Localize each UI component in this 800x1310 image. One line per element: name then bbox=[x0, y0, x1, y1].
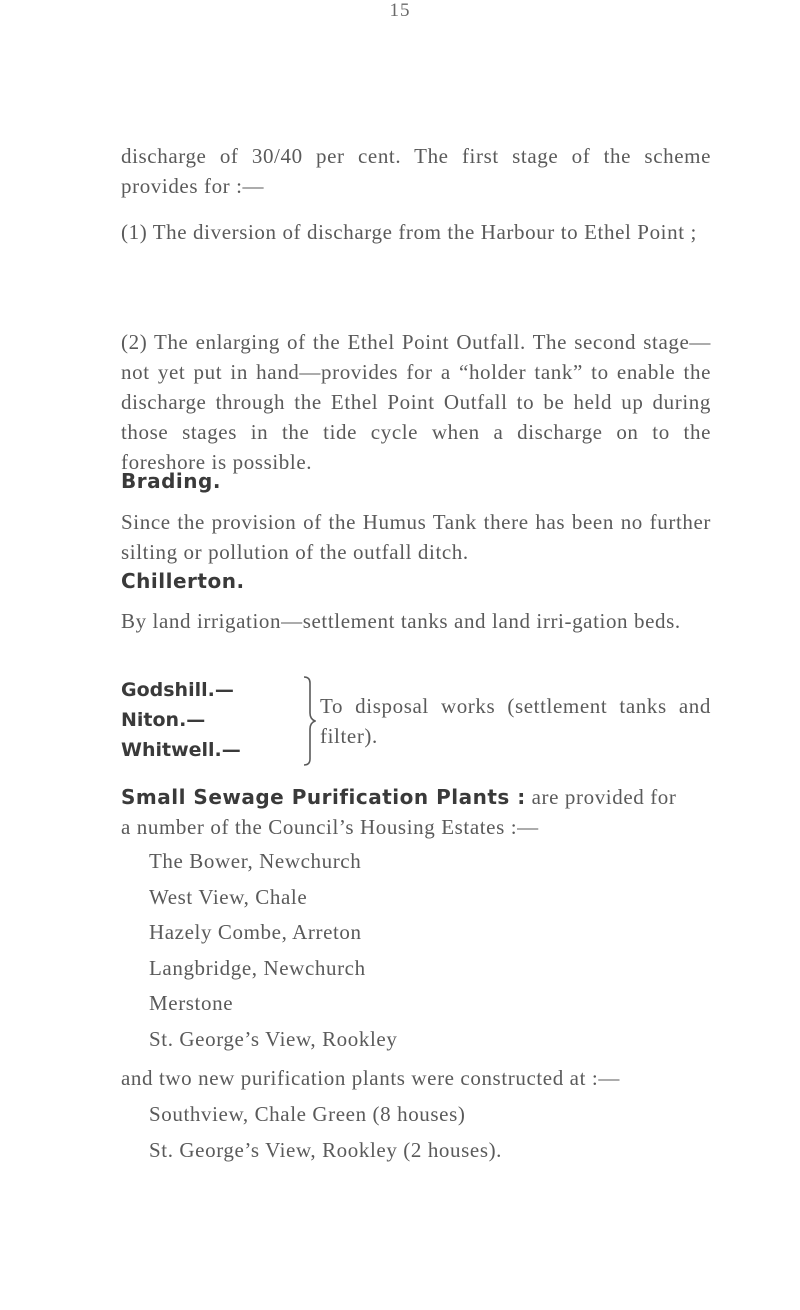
page-number: 15 bbox=[389, 0, 411, 21]
small-plants-text: are provided for bbox=[525, 785, 677, 809]
chillerton-paragraph: By land irrigation—settlement tanks and land irri-gation beds. bbox=[121, 609, 681, 633]
list-item: St. George’s View, Rookley (2 houses). bbox=[149, 1137, 503, 1162]
chillerton-heading: Chillerton. bbox=[121, 569, 245, 593]
list-item-1: (1) The diversion of discharge from the Harbour to Ethel Point ; bbox=[121, 220, 697, 244]
group-description: To disposal works (settlement tanks and filter). bbox=[320, 694, 711, 748]
list-item: Merstone bbox=[149, 991, 234, 1015]
list-item-2: (2) The enlarging of the Ethel Point Outfall. The second stage—not yet put in hand—provides for a “holder tank” to enable the discharge through the Ethel Point Outfall to be held up during those stages in the tide cycle when a discharge on to the foreshore is possible. bbox=[121, 330, 711, 474]
curly-brace-icon bbox=[302, 675, 316, 767]
new-plants-list bbox=[149, 1097, 502, 1168]
intro-paragraph: discharge of 30/40 per cent. The first stage of the scheme provides for :— bbox=[121, 144, 711, 198]
group-name-niton: Niton.— bbox=[121, 709, 206, 731]
list-item: Langbridge, Newchurch bbox=[149, 955, 366, 980]
housing-estates-list bbox=[149, 844, 397, 1057]
small-plants-text-line2: a number of the Council’s Housing Estates :— bbox=[121, 815, 539, 839]
godshill-niton-whitwell-group bbox=[121, 675, 711, 769]
group-name-whitwell: Whitwell.— bbox=[121, 739, 241, 761]
list-item: The Bower, Newchurch bbox=[149, 849, 362, 873]
group-names bbox=[121, 675, 241, 765]
list-item: Southview, Chale Green (8 houses) bbox=[149, 1102, 466, 1126]
group-name-godshill: Godshill.— bbox=[121, 679, 234, 701]
new-plants-intro: and two new purification plants were constructed at :— bbox=[121, 1066, 620, 1090]
list-item: Hazely Combe, Arreton bbox=[149, 920, 362, 944]
small-plants-title: Small Sewage Purification Plants : bbox=[121, 785, 526, 809]
list-item: West View, Chale bbox=[149, 884, 308, 909]
list-item: St. George’s View, Rookley bbox=[149, 1026, 398, 1051]
small-plants-heading bbox=[121, 785, 677, 810]
brading-paragraph: Since the provision of the Humus Tank there has been no further silting or pollution of the outfall ditch. bbox=[121, 510, 711, 564]
brading-heading: Brading. bbox=[121, 469, 221, 493]
